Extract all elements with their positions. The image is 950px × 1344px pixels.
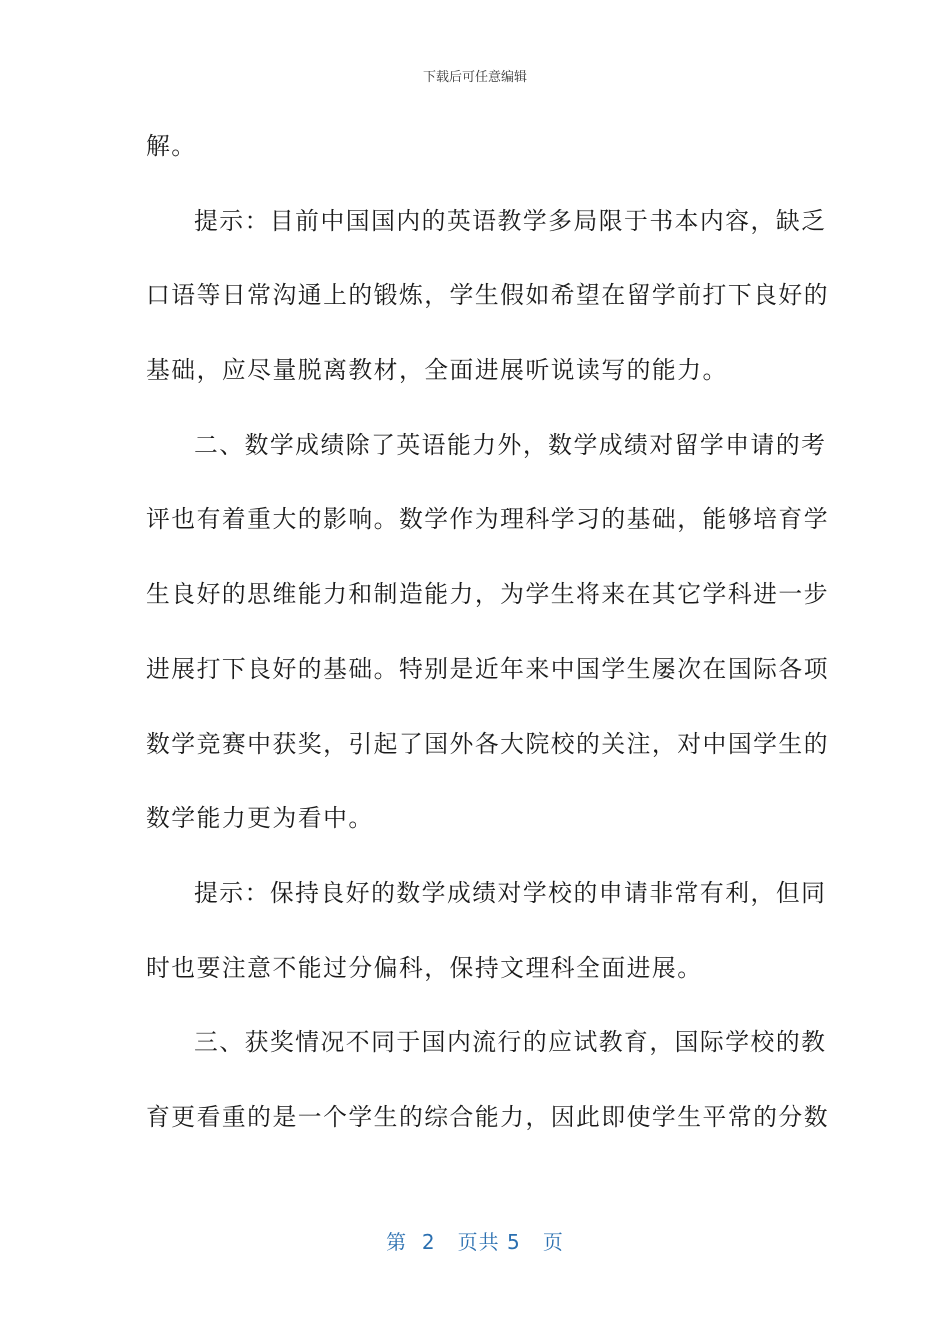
text-line: 口语等日常沟通上的锻炼，学生假如希望在留学前打下良好的 xyxy=(146,281,830,310)
page-number-footer xyxy=(0,1226,950,1255)
text-line: 育更看重的是一个学生的综合能力，因此即使学生平常的分数 xyxy=(146,1102,830,1131)
text-line: 三、获奖情况不同于国内流行的应试教育，国际学校的教 xyxy=(194,1028,827,1057)
text-line: 解。 xyxy=(146,132,197,160)
text-line: 数学能力更为看中。 xyxy=(146,804,374,833)
text-line: 提示：目前中国国内的英语教学多局限于书本内容，缺乏 xyxy=(194,206,827,235)
text-line: 基础，应尽量脱离教材，全面进展听说读写的能力。 xyxy=(146,356,728,385)
text-line: 生良好的思维能力和制造能力，为学生将来在其它学科进一步 xyxy=(146,580,830,609)
text-line: 时也要注意不能过分偏科，保持文理科全面进展。 xyxy=(146,953,703,982)
page-number-text: 第 2 页共 5 页 xyxy=(386,1230,564,1254)
document-body xyxy=(146,120,830,1166)
text-line: 进展打下良好的基础。特别是近年来中国学生屡次在国际各项 xyxy=(146,654,830,683)
text-line: 评也有着重大的影响。数学作为理科学习的基础，能够培育学 xyxy=(146,505,830,534)
page-header: 下载后可任意编辑 xyxy=(422,70,527,85)
text-line: 数学竞赛中获奖，引起了国外各大院校的关注，对中国学生的 xyxy=(146,729,830,758)
text-line: 二、数学成绩除了英语能力外，数学成绩对留学申请的考 xyxy=(194,430,827,459)
text-line: 提示：保持良好的数学成绩对学校的申请非常有利，但同 xyxy=(194,878,827,907)
